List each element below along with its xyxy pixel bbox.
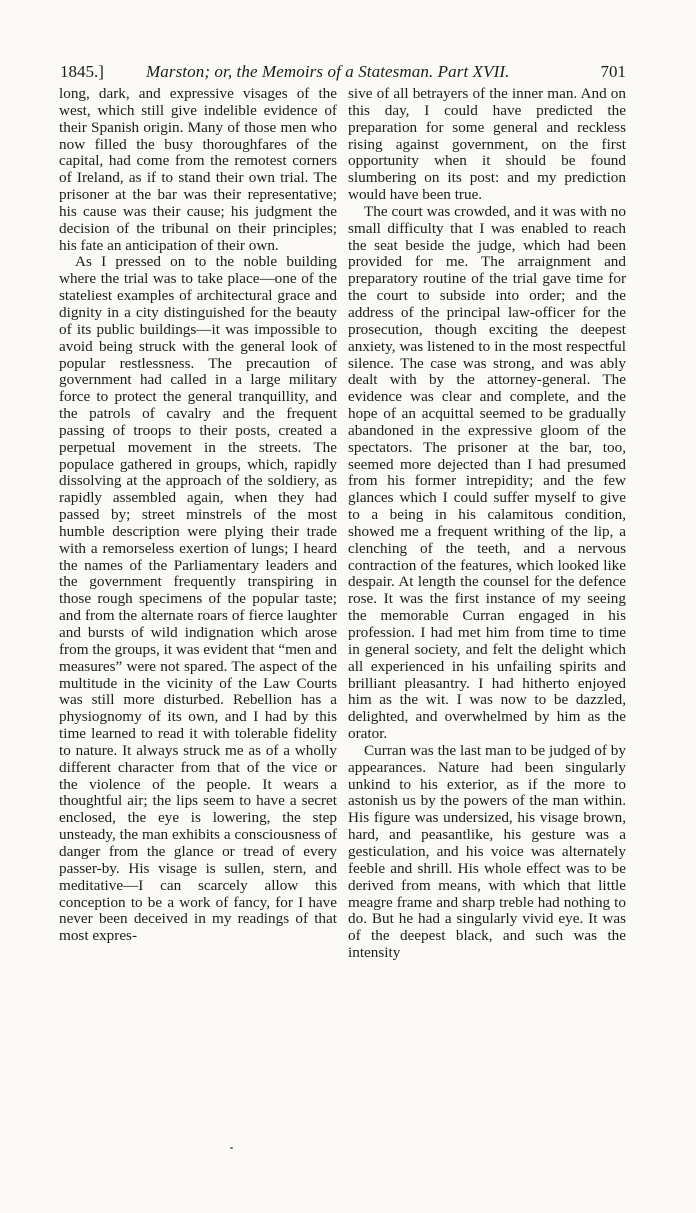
right-column: [348, 86, 626, 962]
page-number: 701: [600, 62, 626, 81]
header-running-title: Marston; or, the Memoirs of a Statesman. Part XVII.: [146, 62, 510, 81]
left-column: [59, 86, 337, 945]
ink-speck: [230, 1147, 233, 1149]
header-year: 1845.]: [60, 62, 104, 81]
paragraph: Curran was the last man to be judged of by appearances. Nature had been singularly unkind to his exterior, as if the more to astonish us by the powers of the man within. His figure was undersized, his visage brown, hard, and peasantlike, his gesture was a gesticulation, and his voice was alternately feeble and shrill. His whole effect was to be derived from means, with which that little meagre frame and sharp treble had nothing to do. But he had a singularly vivid eye. It was of the deepest black, and such was the intensity: [348, 741, 626, 962]
paragraph: As I pressed on to the noble building where the trial was to take place—one of the stateliest examples of architectural grace and dignity in a city distinguished for the beauty of its public buildings—it was impossible to avoid being struck with the general look of popular restlessness. The precaution of government had called in a large military force to protect the general tranquillity, and the patrols of cavalry and the frequent passing of troops to their posts, created a perpetual movement in the streets. The populace gathered in groups, which, rapidly dissolving at the approach of the soldiery, as rapidly assembled again, when they had passed by; street minstrels of the most humble description were plying their trade with a remorseless exertion of lungs; I heard the names of the Parliamentary leaders and the government frequently transpiring in those rough specimens of the popular taste; and from the alternate roars of fierce laughter and bursts of wild indignation which arose from the groups, it was evident that “men and measures” were not spared. The aspect of the multitude in the vicinity of the Law Courts was still more disturbed. Rebellion has a physiognomy of its own, and I had by this time learned to read it with tolerable fidelity to nature. It always struck me as of a wholly different character from that of the vice or the violence of the people. It wears a thoughtful air; the lips seem to have a secret enclosed, the eye is lowering, the step unsteady, the man exhibits a consciousness of danger from the glance or tread of every passer-by. His visage is sullen, stern, and meditative—I can scarcely allow this conception to be a work of fancy, for I have never been deceived in my readings of that most expres-: [59, 253, 337, 945]
paragraph: sive of all betrayers of the inner man. And on this day, I could have predicted the preparation for some general and reckless rising against government, on the first opportunity when it should be found slumbering on its post: and my prediction would have been true.: [348, 85, 626, 204]
running-header: [60, 58, 626, 88]
paragraph: The court was crowded, and it was with no small difficulty that I was enabled to reach the seat beside the judge, which had been provided for me. The arraignment and preparatory routine of the trial gave time for the court to subside into order; and the address of the principal law-officer for the prosecution, though exciting the deepest anxiety, was listened to in the most respectful silence. The case was strong, and was ably dealt with by the attorney-general. The evidence was clear and complete, and the hope of an acquittal seemed to be gradually abandoned in the expressive gloom of the spectators. The prisoner at the bar, too, seemed more dejected than I had presumed from his former intrepidity; and the few glances which I could suffer myself to give to a being in his calamitous condition, showed me a frequent writhing of the lip, a clenching of the teeth, and a nervous contraction of the features, which looked like despair. At length the counsel for the defence rose. It was the first instance of my seeing the memorable Curran engaged in his profession. I had met him from time to time in general society, and felt the delight which all experienced in his unfailing spirits and brilliant pleasantry. I had hitherto enjoyed him as the wit. I was now to be dazzled, delighted, and overwhelmed by him as the orator.: [348, 202, 626, 743]
paragraph: long, dark, and expressive visages of the west, which still give indelible evidence of their Spanish origin. Many of those men who now filled the busy thoroughfares of the capital, had come from the remotest corners of Ireland, as if to stand their own trial. The prisoner at the bar was their representative; his cause was their cause; his judgment the decision of the tribunal on their principles; his fate an anticipation of their own.: [59, 85, 337, 254]
